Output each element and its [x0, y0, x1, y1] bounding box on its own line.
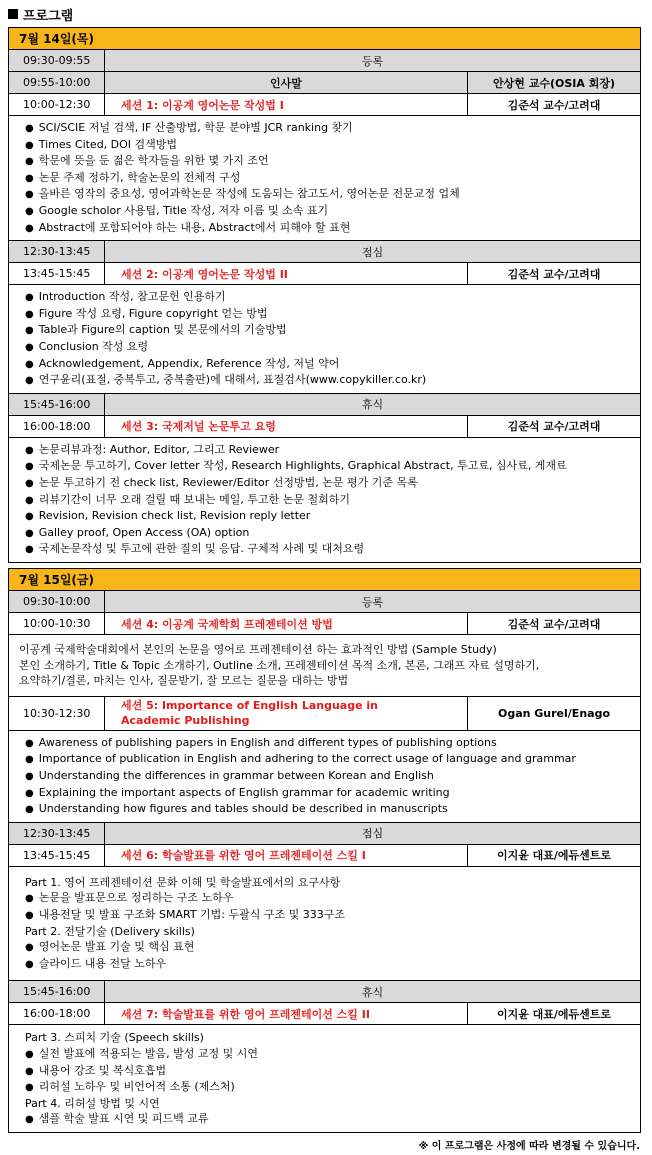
day1-lunch-row — [9, 241, 640, 263]
part-heading: Part 4. 리허설 방법 및 시연 — [25, 1096, 160, 1110]
day2-session5-row — [9, 697, 640, 731]
day1-registration-row — [9, 50, 640, 72]
time-cell: 13:45-15:45 — [9, 263, 105, 284]
bullet-item: ● 논문리뷰과정: Author, Editor, 그리고 Reviewer — [25, 442, 626, 459]
day1-session3-row — [9, 416, 640, 438]
time-cell: 10:30-12:30 — [9, 697, 105, 730]
day1-schedule — [8, 27, 641, 563]
bullet-item: ● Galley proof, Open Access (OA) option — [25, 525, 626, 542]
session7-details — [9, 1025, 640, 1132]
square-bullet-icon — [8, 9, 18, 19]
session3-details — [9, 438, 640, 562]
bullet-item: ● 국제논문 투고하기, Cover letter 작성, Research Highlights, Graphical Abstract, 투고료, 심사료, 게재료 — [25, 458, 626, 475]
text-line: 요약하기/결론, 마치는 인사, 질문받기, 잘 모르는 질문을 대하는 방법 — [19, 674, 349, 688]
bullet-item: ● Acknowledgement, Appendix, Reference 작성, 저널 약어 — [25, 356, 626, 373]
time-cell: 09:55-10:00 — [9, 72, 105, 93]
bullet-item: ● 논문을 발표문으로 정리하는 구조 노하우 — [25, 890, 626, 907]
text-line: 이공계 국제학술대회에서 본인의 논문을 영어로 프레젠테이션 하는 효과적인 방법 (Sample Study) — [19, 643, 497, 656]
bullet-item: ● 샘플 학술 발표 시연 및 피드백 교류 — [25, 1111, 626, 1128]
bullet-item: ● Revision, Revision check list, Revision reply letter — [25, 508, 626, 525]
event-cell: 등록 — [105, 50, 640, 71]
time-cell: 12:30-13:45 — [9, 823, 105, 844]
time-cell: 09:30-10:00 — [9, 591, 105, 612]
day2-date: 7월 15일(금) — [9, 569, 640, 591]
day1-session1-row — [9, 94, 640, 116]
speaker-cell: 김준석 교수/고려대 — [507, 267, 601, 281]
day2-break-row — [9, 981, 640, 1003]
day1-session2-row — [9, 263, 640, 285]
session-title: 세션 7: 학술발표를 위한 영어 프레젠테이션 스킬 II — [105, 1003, 468, 1024]
time-cell: 10:00-10:30 — [9, 613, 105, 634]
day2-session7-row — [9, 1003, 640, 1025]
bullet-item: ● 실전 발표에 적용되는 발음, 발성 교정 및 시연 — [25, 1046, 626, 1063]
session4-details — [9, 635, 640, 697]
bullet-item: ● Understanding the differences in grammar between Korean and English — [25, 768, 626, 785]
event-cell: 점심 — [105, 823, 640, 844]
session-title: 인사말 — [105, 72, 468, 93]
bullet-item: ● Introduction 작성, 참고문헌 인용하기 — [25, 289, 626, 306]
bullet-item: ● 내용전달 및 발표 구조화 SMART 기법: 두괄식 구조 및 333구조 — [25, 907, 626, 924]
session-title: 세션 5: Importance of English Language in Academic Publishing — [105, 697, 468, 730]
part-heading: Part 1. 영어 프레젠테이션 문화 이해 및 학술발표에서의 요구사항 — [25, 875, 341, 889]
speaker-cell: 김준석 교수/고려대 — [507, 98, 601, 112]
speaker-cell: 안상현 교수(OSIA 회장) — [468, 72, 640, 93]
bullet-item: ● Importance of publication in English and adhering to the correct usage of language and grammar — [25, 751, 626, 768]
day2-schedule — [8, 568, 641, 1133]
bullet-item: ● 영어논문 발표 기술 및 핵심 표현 — [25, 939, 626, 956]
speaker-cell: Ogan Gurel/Enago — [497, 706, 611, 720]
session-title: 세션 1: 이공계 영어논문 작성법 I — [105, 94, 468, 115]
day2-session6-row — [9, 845, 640, 867]
session-title: 세션 6: 학술발표를 위한 영어 프레젠테이션 스킬 I — [105, 845, 468, 866]
day2-session4-row — [9, 613, 640, 635]
bullet-item: ● Figure 작성 요령, Figure copyright 얻는 방법 — [25, 306, 626, 323]
day1-break-row — [9, 394, 640, 416]
bullet-item: ● Conclusion 작성 요령 — [25, 339, 626, 356]
bullet-item: ● Abstract에 포함되어야 하는 내용, Abstract에서 피해야 할 표현 — [25, 220, 626, 237]
bullet-item: ● SCI/SCIE 저널 검색, IF 산출방법, 학문 분야별 JCR ranking 찾기 — [25, 120, 626, 137]
event-cell: 휴식 — [105, 394, 640, 415]
time-cell: 15:45-16:00 — [9, 981, 105, 1002]
part-heading: Part 2. 전달기술 (Delivery skills) — [25, 924, 195, 938]
day1-greeting-row — [9, 72, 640, 94]
time-cell: 13:45-15:45 — [9, 845, 105, 866]
session-title: 세션 2: 이공계 영어논문 작성법 II — [105, 263, 468, 284]
speaker-cell: 김준석 교수/고려대 — [507, 617, 601, 631]
bullet-item: ● Google scholor 사용팁, Title 작성, 저자 이름 및 소속 표기 — [25, 203, 626, 220]
session1-details — [9, 116, 640, 241]
session-title: 세션 4: 이공계 국제학회 프레젠테이션 방법 — [105, 613, 468, 634]
session2-details — [9, 285, 640, 394]
page-title — [8, 4, 73, 24]
time-cell: 10:00-12:30 — [9, 94, 105, 115]
bullet-item: ● Times Cited, DOI 검색방법 — [25, 137, 626, 154]
bullet-item: ● 국제논문작성 및 투고에 관한 질의 및 응답. 구체적 사례 및 대처요령 — [25, 541, 626, 558]
time-cell: 15:45-16:00 — [9, 394, 105, 415]
event-cell: 점심 — [105, 241, 640, 262]
time-cell: 12:30-13:45 — [9, 241, 105, 262]
session6-details — [9, 867, 640, 982]
bullet-item: ● Understanding how figures and tables should be described in manuscripts — [25, 801, 626, 818]
bullet-item: ● 논문 투고하기 전 check list, Reviewer/Editor 선정방법, 논문 평가 기준 목록 — [25, 475, 626, 492]
time-cell: 09:30-09:55 — [9, 50, 105, 71]
bullet-item: ● Awareness of publishing papers in English and different types of publishing options — [25, 735, 626, 752]
bullet-item: ● 리뷰기간이 너무 오래 걸릴 때 보내는 메일, 투고한 논문 철회하기 — [25, 492, 626, 509]
day1-date: 7월 14일(목) — [9, 28, 640, 50]
day2-lunch-row — [9, 823, 640, 845]
bullet-item: ● 논문 주제 정하기, 학술논문의 전체적 구성 — [25, 170, 626, 187]
bullet-item: ● 올바른 영작의 중요성, 영어과학논문 작성에 도움되는 참고도서, 영어논문 전문교정 업체 — [25, 186, 626, 203]
speaker-cell: 이지윤 대표/에듀센트로 — [496, 1007, 612, 1021]
time-cell: 16:00-18:00 — [9, 1003, 105, 1024]
bullet-item: ● Table과 Figure의 caption 및 본문에서의 기술방법 — [25, 322, 626, 339]
bullet-item: ● 연구윤리(표절, 중복투고, 중복출판)에 대해서, 표절검사(www.copykiller.co.kr) — [25, 372, 626, 389]
page-title-text: 프로그램 — [23, 8, 74, 24]
day2-registration-row — [9, 591, 640, 613]
bullet-item: ● 리허설 노하우 및 비언어적 소통 (제스처) — [25, 1079, 626, 1096]
event-cell: 휴식 — [105, 981, 640, 1002]
bullet-item: ● 슬라이드 내용 전달 노하우 — [25, 956, 626, 973]
bullet-item: ● 내용어 강조 및 복식호흡법 — [25, 1063, 626, 1080]
footnote: ※ 이 프로그램은 사정에 따라 변경될 수 있습니다. — [418, 1141, 640, 1152]
speaker-cell: 이지윤 대표/에듀센트로 — [496, 849, 612, 863]
bullet-item: ● 학문에 뜻을 둔 젊은 학자들을 위한 몇 가지 조언 — [25, 153, 626, 170]
session-title: 세션 3: 국제저널 논문투고 요령 — [105, 416, 468, 437]
speaker-cell: 김준석 교수/고려대 — [507, 420, 601, 434]
session5-details — [9, 731, 640, 823]
event-cell: 등록 — [105, 591, 640, 612]
part-heading: Part 3. 스피치 기술 (Speech skills) — [25, 1031, 204, 1045]
time-cell: 16:00-18:00 — [9, 416, 105, 437]
text-line: 본인 소개하기, Title & Topic 소개하기, Outline 소개, 프레젠테이션 목적 소개, 본론, 그래프 자료 설명하기, — [19, 658, 540, 672]
bullet-item: ● Explaining the important aspects of English grammar for academic writing — [25, 785, 626, 802]
